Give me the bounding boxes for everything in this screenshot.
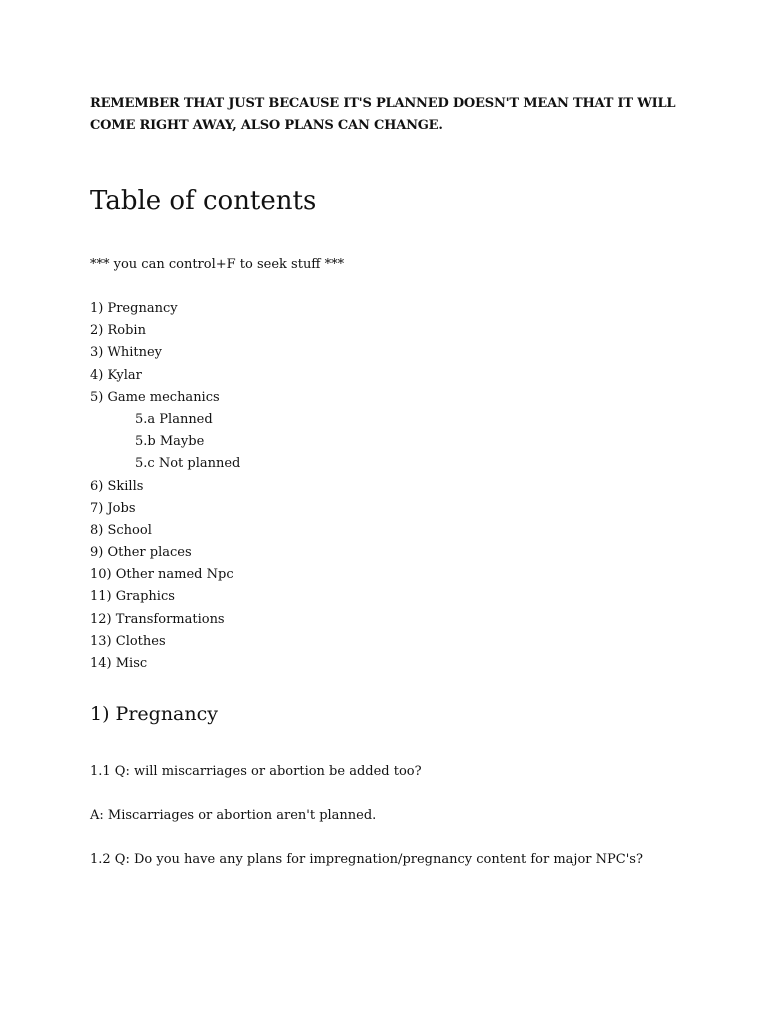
toc-item: 11) Graphics (90, 589, 175, 605)
section-heading-pregnancy: 1) Pregnancy (90, 703, 218, 725)
toc-item: 3) Whitney (90, 345, 163, 361)
toc-subitem: 5.c Not planned (135, 456, 241, 472)
toc-item: 13) Clothes (90, 633, 166, 649)
search-tip: *** you can control+F to seek stuff *** (90, 257, 345, 272)
toc-item: 6) Skills (90, 478, 144, 494)
planning-notice: REMEMBER THAT JUST BECAUSE IT'S PLANNED DOESN'T MEAN THAT IT WILL COME RIGHT AWAY, ALSO PLANS CAN CHANGE. (90, 96, 676, 133)
question-1-1: 1.1 Q: will miscarriages or abortion be added too? (90, 764, 422, 779)
toc-item: 2) Robin (90, 323, 146, 339)
toc-item: 5) Game mechanics (90, 389, 220, 405)
toc-item: 1) Pregnancy (90, 301, 178, 316)
toc-item: 14) Misc (90, 656, 148, 671)
toc-item: 7) Jobs (90, 500, 136, 516)
answer-1-1: A: Miscarriages or abortion aren't planned. (90, 808, 377, 823)
toc-item: 10) Other named Npc (90, 567, 234, 583)
toc-item: 12) Transformations (90, 611, 225, 627)
toc-heading: Table of contents (90, 186, 317, 216)
toc-list (90, 298, 240, 675)
toc-item: 8) School (90, 522, 152, 538)
toc-item: 9) Other places (90, 545, 192, 561)
question-1-2: 1.2 Q: Do you have any plans for impregnation/pregnancy content for major NPC's? (90, 852, 643, 867)
toc-item: 4) Kylar (90, 367, 142, 383)
toc-subitem: 5.b Maybe (135, 434, 205, 450)
toc-subitem: 5.a Planned (135, 411, 213, 427)
